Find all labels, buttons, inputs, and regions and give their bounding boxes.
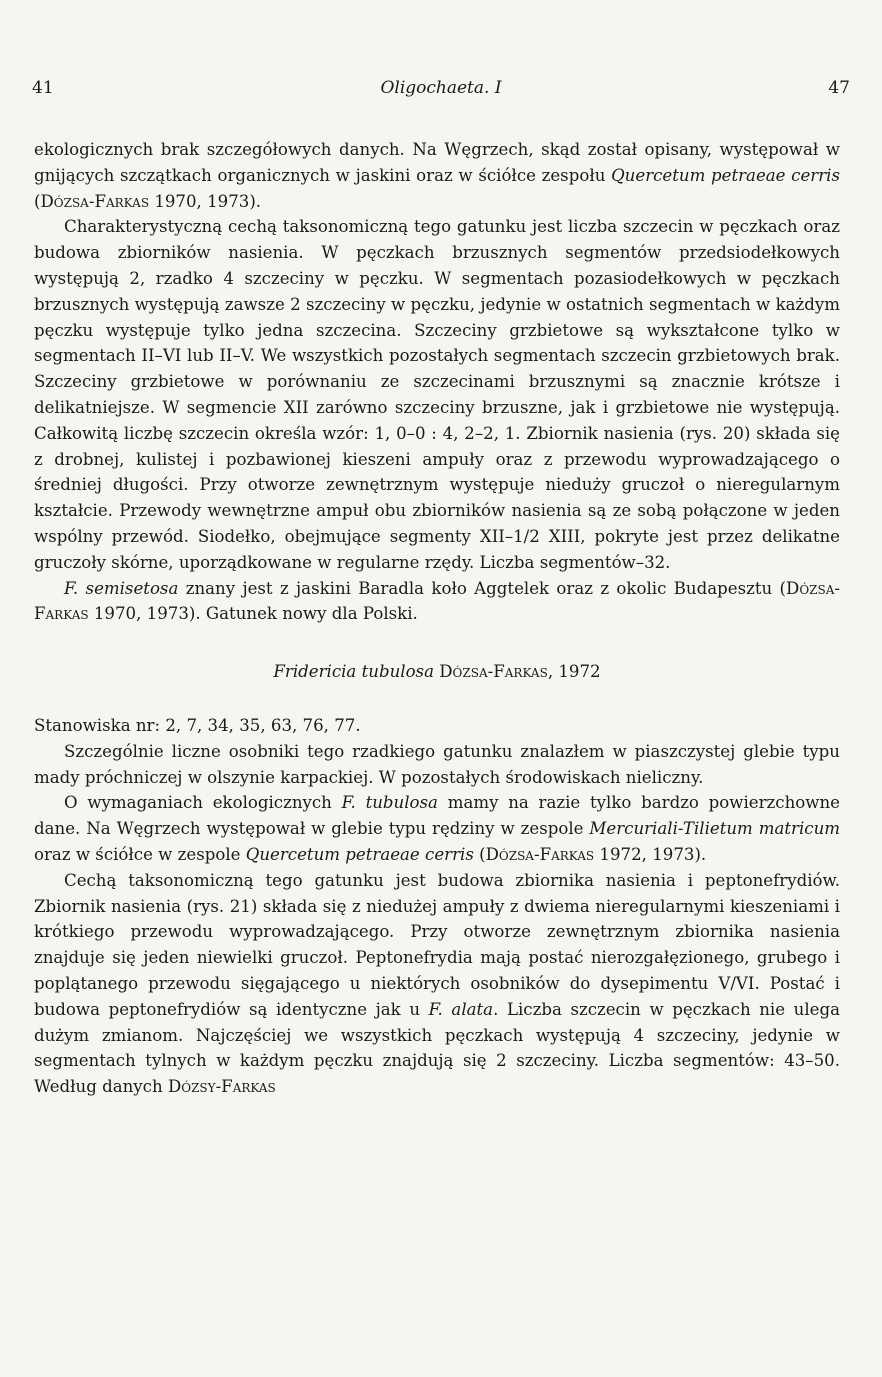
running-title: Oligochaeta. I — [380, 78, 502, 98]
running-header — [32, 78, 850, 104]
author-name: Dózsa-Farkas — [439, 662, 548, 682]
taxon-name: F. semisetosa — [64, 578, 179, 598]
left-page-number: 41 — [32, 78, 54, 98]
taxon-name: F. alata — [428, 999, 494, 1019]
paragraph-taxonomy-features: Cechą taksonomiczną tego gatunku jest budowa zbiornika nasienia i peptonefrydiów. Zbiornik nasienia (rys. 21) składa się z niedużej ampuły z dwiema nieregularnymi kieszeniami i krótkiego przewodu wyprowadzającego. Przy otworze zewnętrznym zbiornika nasienia znajduje się jeden niewielki gruczoł. Peptonefrydia mają postać nierozgałęzionego, grubego i poplątanego przewodu sięgającego u niektórych osobników do dysepimentu V/VI. Postać i budowa peptonefrydiów są identyczne jak u F. alata. Liczba szczecin w pęczkach nie ulega dużym zmianom. Najczęściej we wszystkich pęczkach występują 4 szczeciny, jedynie w segmentach tylnych w każdym pęczku znajdują się 2 szczeciny. Liczba segmentów: 43–50. Według danych Dózsy-Farkas — [34, 870, 840, 1097]
species-name: Fridericia tubulosa — [273, 662, 434, 682]
paragraph-distribution: F. semisetosa znany jest z jaskini Baradla koło Aggtelek oraz z okolic Budapesztu (Dózsa-Farkas 1970, 1973). Gatunek nowy dla Polski. — [34, 578, 840, 624]
body-text — [34, 137, 840, 1100]
paragraph-ecology-continued: ekologicznych brak szczegółowych danych. Na Węgrzech, skąd został opisany, występował w gnijących szczątkach organicznych w jaskini oraz w ściółce zespołu Quercetum petraeae cerris (Dózsa-Farkas 1970, 1973). — [34, 140, 840, 211]
author-name: Dózsa-Farkas — [34, 578, 840, 624]
paragraph-taxonomy: Charakterystyczną cechą taksonomiczną tego gatunku jest liczba szczecin w pęczkach oraz budowa zbiorników nasienia. W pęczkach brzusznych segmentów przedsiodełkowych występują 2, rzadko 4 szczeciny w pęczku. W segmentach pozasiodełkowych w pęczkach brzusznych występują zawsze 2 szczeciny w pęczku, jedynie w ostatnich segmentach w każdym pęczku występuje tylko jedna szczecina. Szczeciny grzbietowe są wykształcone tylko w segmentach II–VI lub II–V. We wszystkich pozostałych segmentach szczecin grzbietowych brak. Szczeciny grzbietowe w porównaniu ze szczecinami brzusznymi są znacznie krótsze i delikatniejsze. W segmencie XII zarówno szczeciny brzuszne, jak i grzbietowe nie występują. Całkowitą liczbę szczecin określa wzór: 1, 0–0 : 4, 2–2, 1. Zbiornik nasienia (rys. 20) składa się z drobnej, kulistej i pozbawionej kieszeni ampuły oraz z przewodu wyprowadzającego o średniej długości. Przy otworze zewnętrznym występuje nieduży gruczoł o nieregularnym kształcie. Przewody wewnętrzne ampuł obu zbiorników nasienia są ze sobą połączone w jeden wspólny przewód. Siodełko, obejmujące segmenty XII–1/2 XIII, pokryte jest przez delikatne gruczoły skórne, uporządkowane w regularne rzędy. Liczba segmentów–32. — [34, 217, 840, 572]
taxon-name: Mercuriali-Tilietum matricum — [589, 819, 840, 839]
author-name: Dózsy-Farkas — [167, 1077, 276, 1097]
right-page-number: 47 — [828, 78, 850, 98]
author-name: Dózsa-Farkas — [40, 191, 150, 211]
author-name: Dózsa-Farkas — [485, 844, 595, 864]
taxon-name: F. tubulosa — [341, 793, 438, 813]
taxon-name: Quercetum petraeae cerris — [245, 844, 474, 864]
taxon-name: Quercetum petraeae cerris — [611, 165, 840, 185]
paragraph-ecology: O wymaganiach ekologicznych F. tubulosa mamy na razie tylko bardzo powierzchowne dane. Na Węgrzech występował w glebie typu rędziny w zespole Mercuriali-Tilietum matricum oraz w ściółce w zespole Quercetum petraeae cerris (Dózsa-Farkas 1972, 1973). — [34, 793, 840, 864]
paragraph-stations: Stanowiska nr: 2, 7, 34, 35, 63, 76, 77. — [34, 715, 361, 735]
paragraph-habitat: Szczególnie liczne osobniki tego rzadkiego gatunku znalazłem w piaszczystej glebie typu mady próchniczej w olszynie karpackiej. W pozostałych środowiskach nieliczny. — [34, 741, 840, 787]
species-heading: Fridericia tubulosa Dózsa-Farkas, 1972 — [273, 662, 601, 682]
